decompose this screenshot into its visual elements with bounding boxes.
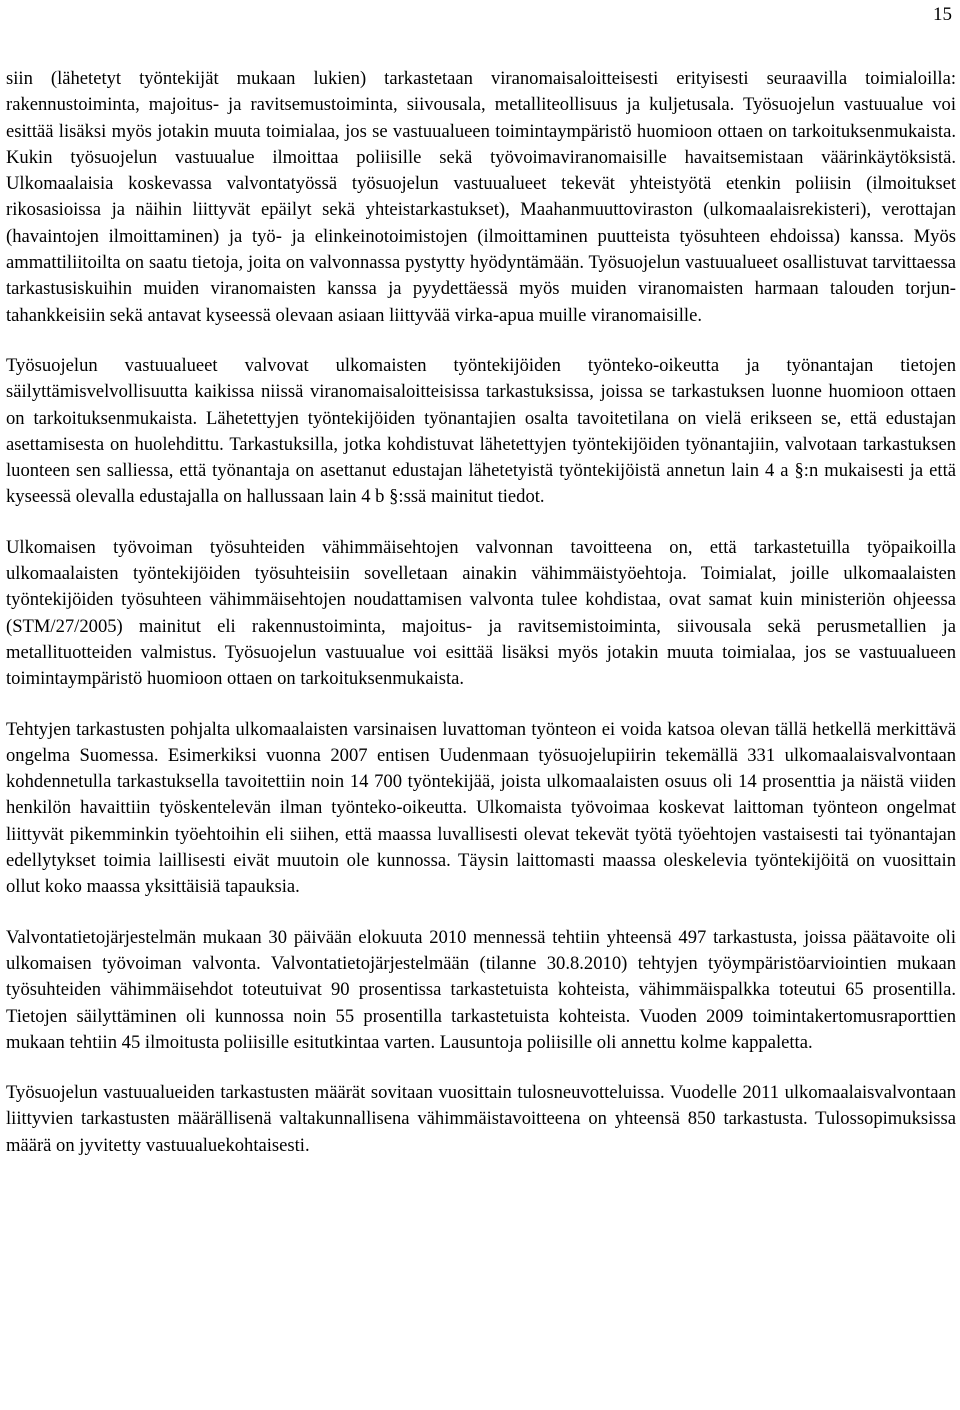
paragraph-5: Valvontatietojärjestelmän mukaan 30 päivään elokuuta 2010 mennessä tehtiin yhteensä 497 tarkastusta, joissa päätavoite oli ulkomaisen työvoiman valvonta. Valvontatietojärjestelmään (tilanne 30.8.2010) tehtyjen työympäristöarviointien mukaan työsuhteiden vähimmäisehdot toteutuivat 90 prosentissa tarkastetuista kohteista, vähimmäispalkka toteutui 65 prosentilla. Tietojen säilyttäminen oli kunnossa noin 55 prosentilla tarkastetuista kohteista. Vuoden 2009 toimintakertomusraporttien mukaan tehtiin 45 ilmoitusta poliisille esitutkintaa varten. Lausuntoja poliisille oli annettu kolme kappaletta.	[6, 926, 956, 1053]
paragraph-6: Työsuojelun vastuualueiden tarkastusten määrät sovitaan vuosittain tulosneuvotteluissa. Vuodelle 2011 ulkomaalaisvalvontaan liittyvien tarkastusten määrällisenä valtakunnallisena vähimmäistavoitteena on yhteensä 850 tarkastusta. Tulossopimuksissa määrä on jyvitetty vastuualuekohtaisesti.	[6, 1082, 956, 1156]
document-body	[6, 66, 956, 1159]
paragraph-3: Ulkomaisen työvoiman työsuhteiden vähimmäisehtojen valvonnan tavoitteena on, että tarkastetuilla työpaikoilla ulkomaalaisten työntekijöiden työsuhteisiin sovelletaan ainakin vähimmäistyöehtoja. Toimialat, joille ulkomaalaisten työntekijöiden työsuhteen vähimmäisehtojen noudattamisen valvonta tulee kohdistaa, ovat samat kuin ministeriön ohjeessa (STM/27/2005) mainitut eli rakennustoiminta, majoitus- ja ravitsemistoiminta, siivousala sekä perusmetallien ja metallituotteiden valmistus. Työsuojelun vastuualue voi esittää lisäksi myös jotakin muuta toimialaa, jos se vastuualueen toimintaympäristö huomioon ottaen on tarkoituksenmukaista.	[6, 536, 956, 690]
page-number: 15	[933, 4, 952, 25]
paragraph-4: Tehtyjen tarkastusten pohjalta ulkomaalaisten varsinaisen luvattoman työnteon ei voida katsoa olevan tällä hetkellä merkittävä ongelma Suomessa. Esimerkiksi vuonna 2007 entisen Uudenmaan työsuojelupiirin tekemällä 331 ulkomaalaisvalvontaan kohdennetulla tarkastuksella tavoitettiin noin 14 700 työntekijää, joista ulkomaalaisten osuus oli 14 prosenttia ja näistä viiden henkilön havaittiin työskentelevän ilman työnteko-oikeutta. Ulkomaista työvoimaa koskevat laittoman työnteon ongelmat liittyvät pikemminkin työehtoihin eli siihen, että maassa luvallisesti olevat tekevät työtä työehtojen vastaisesti tai työnantajan edellytykset toimia laillisesti eivät muutoin ole kunnossa. Täysin laittomasti maassa oleskelevia työntekijöitä on vuosittain ollut koko maassa yksittäisiä tapauksia.	[6, 718, 956, 898]
paragraph-1: siin (lähetetyt työntekijät mukaan lukien) tarkastetaan viranomaisaloitteisesti erityisesti seuraavilla toimialoilla: rakennustoiminta, majoitus- ja ravitsemustoiminta, siivousala, metalliteollisuus ja kuljetusala. Työsuojelun vastuualue voi esittää lisäksi myös jotakin muuta toimialaa, jos se vastuualueen toimintaympäristö huomioon ottaen on tarkoituksenmukaista. Kukin työsuojelun vastuualue ilmoittaa poliisille sekä työvoimaviranomaisille havaitsemistaan väärinkäytöksistä. Ulkomaalaisia koskevassa valvontatyössä työsuojelun vastuualueet tekevät yhteistyötä etenkin poliisin (ilmoitukset rikosasioissa ja näihin liittyvät epäilyt sekä yhteistarkastukset), Maahanmuuttoviraston (ulkomaalaisrekisteri), verottajan (havaintojen ilmoittaminen) ja työ- ja elinkeinotoimistojen (ilmoittaminen puutteista työsuhteen ehdoissa) kanssa. Myös ammattiliitoilta on saatu tietoja, joita on valvonnassa pystytty hyödyntämään. Työsuojelun vastuualueet osallistuvat tarvittaessa tarkastusiskuihin muiden viranomaisten kanssa ja pyydettäessä myös muiden viranomaisten harmaan talouden torjuntahankkeisiin sekä antavat kyseessä olevaan asiaan liittyvää virka-apua muille viranomaisille.	[6, 68, 956, 326]
paragraph-2: Työsuojelun vastuualueet valvovat ulkomaisten työntekijöiden työnteko-oikeutta ja työnantajan tietojen säilyttämisvelvollisuutta kaikissa niissä viranomaisaloitteisissa tarkastuksissa, joissa se tarkastuksen luonne huomioon ottaen on tarkoituksenmukaista. Lähetettyjen työntekijöiden työnantajien osalta tavoitetilana on vielä erikseen se, että edustajan asettamisesta on huolehdittu. Tarkastuksilla, jotka kohdistuvat lähetettyjen työntekijöiden työnantajiin, valvotaan tarkastuksen luonteen sen salliessa, että työnantaja on asettanut edustajan lähetetyistä työntekijöistä annetun lain 4 a §:n mukaisesti ja että kyseessä olevalla edustajalla on hallussaan lain 4 b §:ssä mainitut tiedot.	[6, 354, 956, 508]
